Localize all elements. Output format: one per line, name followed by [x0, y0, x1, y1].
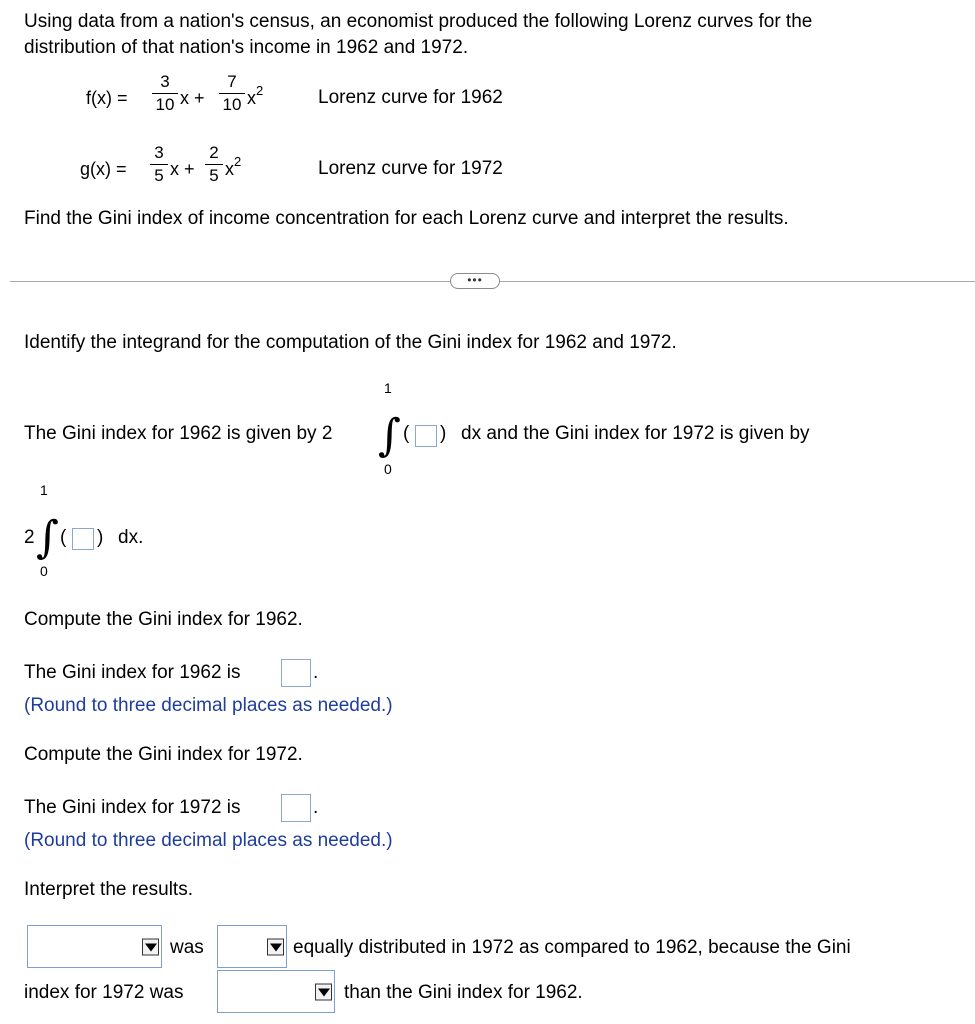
expand-more-button[interactable]: •••	[450, 273, 500, 289]
gini-1962-answer-label: The Gini index for 1962 is	[24, 662, 241, 683]
open-paren-2: (	[60, 527, 67, 548]
integrand-1962-input[interactable]	[415, 425, 437, 447]
g-label: Lorenz curve for 1972	[318, 158, 503, 179]
close-paren-2: )	[97, 527, 104, 548]
f-coef1: 3 10	[152, 72, 178, 115]
gini-1972-answer-input[interactable]	[281, 794, 311, 822]
interpretation-line2-prefix: index for 1972 was	[24, 982, 184, 1003]
gini-1972-text: dx and the Gini index for 1972 is given by	[461, 423, 810, 444]
integral-sign: ∫	[378, 410, 401, 461]
problem-question: Find the Gini index of income concentration for each Lorenz curve and interpret the results.	[24, 208, 789, 229]
f-label: Lorenz curve for 1962	[318, 87, 503, 108]
interpretation-middle-text: equally distributed in 1972 as compared to 1962, because the Gini	[293, 937, 851, 958]
interpretation-dropdown-3[interactable]	[217, 970, 335, 1013]
g-coef1: 3 5	[150, 143, 168, 186]
interpretation-line2-suffix: than the Gini index for 1962.	[344, 982, 583, 1003]
interpretation-dropdown-2[interactable]	[217, 925, 287, 968]
close-paren: )	[440, 423, 447, 444]
f-x-squared: $x^2$	[247, 83, 264, 108]
round-hint-1972: (Round to three decimal places as needed.)	[24, 830, 393, 851]
chevron-down-icon	[267, 938, 284, 955]
part2-heading: Compute the Gini index for 1962.	[24, 609, 303, 630]
period-1962: .	[313, 662, 319, 683]
round-hint-1962: (Round to three decimal places as needed.)	[24, 695, 393, 716]
integral2-lower-limit: 0	[40, 563, 48, 579]
f-coef2: 7 10	[219, 72, 245, 115]
g-x-plus: x +	[170, 159, 195, 179]
open-paren: (	[403, 423, 410, 444]
g-lhs: g(x) =	[80, 159, 127, 179]
integral-upper-limit: 1	[384, 380, 392, 396]
problem-text-line1: Using data from a nation's census, an economist produced the following Lorenz curves for the	[24, 11, 813, 32]
part4-heading: Interpret the results.	[24, 879, 193, 900]
integral2-sign: ∫	[36, 512, 59, 563]
gini-1962-text: The Gini index for 1962 is given by 2	[24, 423, 333, 444]
problem-text-line2: distribution of that nation's income in 1962 and 1972.	[24, 37, 469, 58]
integral2-dx: dx.	[118, 527, 144, 548]
integral2-coefficient: 2	[24, 527, 35, 548]
was-text: was	[170, 937, 204, 958]
f-lhs: f(x) =	[86, 88, 128, 108]
g-coef2: 2 5	[205, 143, 223, 186]
integrand-1972-input[interactable]	[72, 528, 94, 550]
gini-1972-answer-label: The Gini index for 1972 is	[24, 797, 241, 818]
chevron-down-icon	[315, 983, 332, 1000]
gini-1962-answer-input[interactable]	[281, 659, 311, 687]
f-x-plus: x +	[180, 88, 205, 108]
g-x-squared: $x^2$	[225, 154, 242, 179]
period-1972: .	[313, 797, 319, 818]
integral2-upper-limit: 1	[40, 482, 48, 498]
chevron-down-icon	[142, 938, 159, 955]
integral-lower-limit: 0	[384, 461, 392, 477]
part3-heading: Compute the Gini index for 1972.	[24, 744, 303, 765]
interpretation-dropdown-1[interactable]	[27, 925, 162, 968]
part1-heading: Identify the integrand for the computation of the Gini index for 1962 and 1972.	[24, 332, 677, 353]
